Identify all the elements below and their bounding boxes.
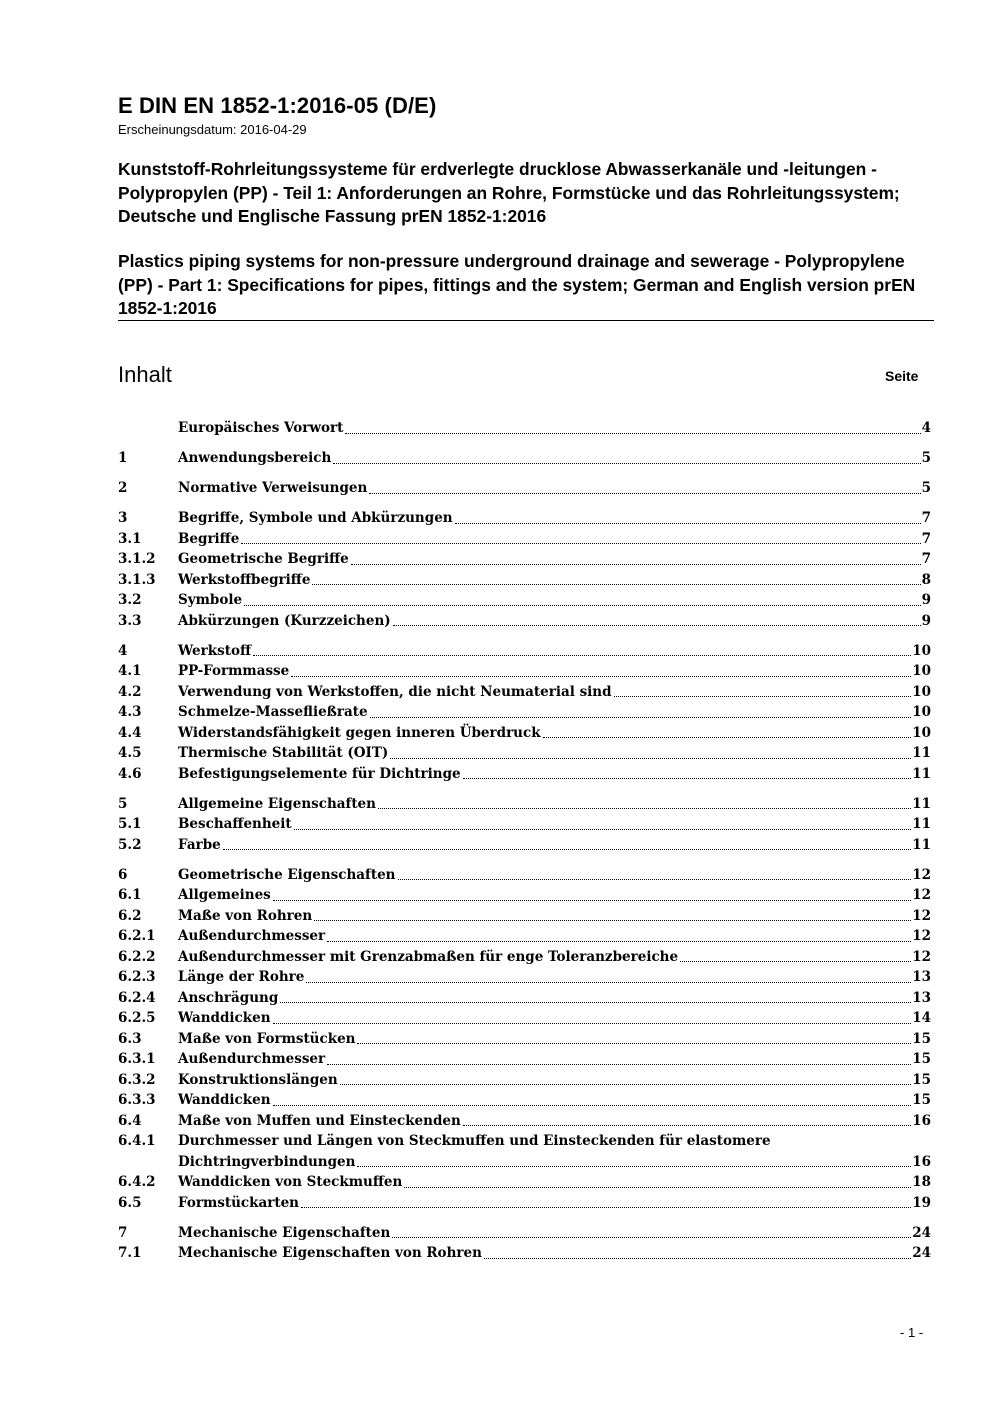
toc-entry-title: Thermische Stabilität (OIT) [178,745,389,761]
toc-entry-title: Abkürzungen (Kurzzeichen) [178,612,391,629]
toc-entry-page: 14 [912,1010,931,1026]
toc-entry-page: 10 [912,704,931,720]
toc-entry-page: 4 [921,420,931,436]
toc-entry-number: 3.2 [118,592,142,608]
toc-dot-leader [393,625,921,626]
toc-entry-page: 18 [912,1174,931,1190]
toc-entry[interactable] [118,549,931,570]
toc-entry-title: Beschaffenheit [178,816,292,832]
toc-entry[interactable] [118,947,931,968]
toc-entry-title: Symbole [178,592,243,608]
toc-entry-number: 4.1 [118,663,142,679]
toc-entry-number: 6 [118,866,128,883]
toc-page-column-label: Seite [885,368,919,384]
toc-entry-page: 11 [912,745,931,761]
toc-dot-leader [614,696,912,697]
toc-entry-number: 1 [118,450,128,466]
toc-entry-title: PP-Formmasse [178,663,290,679]
toc-dot-leader [223,849,911,850]
toc-dot-leader [369,493,920,494]
toc-dot-leader [314,920,911,921]
table-of-contents [118,418,931,1264]
toc-entry[interactable] [118,794,931,815]
toc-dot-leader [455,523,921,524]
title-german: Kunststoff-Rohrleitungssysteme für erdverlegte drucklose Abwasserkanäle und -leitungen - Polypropylen (PP) - Teil 1: Anforderungen an Rohre, Formstücke und das Rohrleitungssystem; Deutsche und Englische Fassung prEN 1852-1:2016 [118,159,900,226]
toc-entry-page: 12 [912,928,931,944]
toc-entry[interactable] [118,906,931,927]
toc-entry-page: 7 [921,551,931,567]
toc-entry-title: Werkstoffbegriffe [178,571,311,588]
toc-entry-page: 24 [912,1224,931,1241]
toc-entry-title: Länge der Rohre [178,969,305,985]
toc-entry[interactable] [118,1172,931,1193]
toc-dot-leader [463,1125,911,1126]
toc-entry-page: 19 [912,1194,931,1211]
toc-entry-page: 12 [912,948,931,965]
toc-dot-leader [340,1084,912,1085]
toc-heading: Inhalt [118,362,172,387]
toc-entry-number: 4.6 [118,765,142,782]
toc-entry-page: 10 [912,642,931,659]
toc-dot-leader [294,829,912,830]
toc-entry-title: Maße von Rohren [178,907,313,924]
toc-entry-page: 11 [912,816,931,832]
toc-entry[interactable] [118,661,931,682]
toc-entry[interactable] [118,743,931,764]
toc-dot-leader [398,879,912,880]
toc-entry[interactable] [118,641,931,662]
toc-entry-number: 3.1.3 [118,571,156,588]
toc-entry[interactable] [118,926,931,947]
toc-entry-title: Anschrägung [178,989,279,1006]
toc-entry-number: 6.2.4 [118,989,156,1006]
toc-entry-title: Anwendungsbereich [178,450,332,466]
toc-entry-number: 6.3 [118,1030,142,1047]
toc-entry-page: 24 [912,1245,931,1261]
toc-dot-leader [345,433,920,434]
toc-entry-number: 3.1 [118,530,142,547]
toc-entry-title: Mechanische Eigenschaften [178,1224,391,1241]
toc-entry-page: 10 [912,724,931,741]
toc-entry[interactable] [118,1008,931,1029]
toc-entry-number: 6.2 [118,907,142,924]
toc-entry[interactable] [118,1193,931,1214]
toc-entry-title: Konstruktionslängen [178,1071,338,1088]
toc-entry-title: Mechanische Eigenschaften von Rohren [178,1245,482,1261]
toc-entry-page: 13 [912,989,931,1006]
toc-entry-number: 6.3.2 [118,1071,156,1088]
toc-dot-leader [306,982,911,983]
publication-date: Erscheinungsdatum: 2016-04-29 [118,122,307,137]
toc-dot-leader [280,1002,911,1003]
toc-entry-page: 16 [912,1112,931,1129]
toc-entry-page: 12 [912,866,931,883]
toc-entry-title-continuation: Dichtringverbindungen [178,1153,356,1170]
toc-entry-number: 4.2 [118,683,142,700]
toc-entry-number: 2 [118,480,128,496]
toc-dot-leader [244,605,921,606]
toc-entry[interactable] [118,764,931,785]
toc-entry-number: 5.2 [118,836,142,853]
toc-entry[interactable] [118,1029,931,1050]
toc-entry-number: 6.4.1 [118,1133,156,1149]
toc-entry-number: 3.3 [118,612,142,629]
toc-entry-page: 9 [921,612,931,629]
toc-entry-title: Befestigungselemente für Dichtringe [178,765,461,782]
toc-entry-title: Außendurchmesser [178,928,326,944]
toc-entry-page: 16 [912,1153,931,1170]
toc-entry-title: Wanddicken von Steckmuffen [178,1174,403,1190]
toc-entry-title: Allgemeine Eigenschaften [178,795,376,812]
toc-entry-title: Formstückarten [178,1194,299,1211]
toc-entry-title: Schmelze-Massefließrate [178,704,368,720]
toc-entry[interactable] [118,529,931,550]
toc-entry[interactable] [118,835,931,856]
toc-entry[interactable] [118,611,931,632]
toc-dot-leader [273,1023,912,1024]
toc-entry[interactable] [118,1243,931,1264]
toc-entry[interactable] [118,1223,931,1244]
toc-dot-leader [404,1187,911,1188]
toc-entry-title: Begriffe, Symbole und Abkürzungen [178,510,453,526]
toc-entry-page: 5 [921,480,931,496]
toc-entry-page: 11 [912,836,931,853]
toc-entry[interactable] [118,448,931,469]
toc-dot-leader [357,1043,911,1044]
title-english: Plastics piping systems for non-pressure underground drainage and sewerage - Polypropylene (PP) - Part 1: Specifications for pipes, fittings and the system; German and English version prEN 1852-1:2016 [118,251,916,318]
toc-entry-title: Maße von Formstücken [178,1030,356,1047]
toc-entry[interactable] [118,702,931,723]
toc-entry-number: 6.2.1 [118,928,156,944]
toc-entry-number: 7 [118,1224,128,1241]
toc-entry-number: 3 [118,510,128,526]
toc-entry[interactable] [118,570,931,591]
toc-entry-number: 5.1 [118,816,142,832]
toc-entry[interactable] [118,1070,931,1091]
toc-entry-title: Widerstandsfähigkeit gegen inneren Überdruck [178,724,541,741]
toc-dot-leader [357,1166,911,1167]
toc-entry-title: Verwendung von Werkstoffen, die nicht Neumaterial sind [178,683,612,700]
toc-entry-title: Außendurchmesser [178,1051,326,1067]
toc-entry-title: Durchmesser und Längen von Steckmuffen und Einsteckenden für elastomere [178,1133,771,1149]
toc-dot-leader [370,717,912,718]
toc-entry[interactable] [118,814,931,835]
toc-entry[interactable] [118,865,931,886]
toc-entry-title: Allgemeines [178,887,271,903]
toc-entry-title: Geometrische Begriffe [178,551,349,567]
toc-dot-leader [390,758,911,759]
toc-entry-title: Normative Verweisungen [178,480,368,496]
toc-entry-number: 6.1 [118,887,142,903]
toc-entry[interactable] [118,682,931,703]
toc-entry-title: Werkstoff [178,642,252,659]
toc-entry-number: 4.4 [118,724,142,741]
toc-dot-leader [241,543,920,544]
toc-dot-leader [312,584,920,585]
toc-entry-title: Wanddicken [178,1010,271,1026]
toc-entry[interactable] [118,967,931,988]
toc-entry-page: 5 [921,450,931,466]
toc-entry-number: 6.2.5 [118,1010,156,1026]
toc-entry-title: Begriffe [178,530,240,547]
toc-entry-title: Wanddicken [178,1092,271,1108]
toc-entry-page: 15 [912,1092,931,1108]
toc-entry-number: 3.1.2 [118,551,156,567]
toc-entry-number: 4.5 [118,745,142,761]
toc-entry-number: 7.1 [118,1245,142,1261]
toc-entry[interactable] [118,590,931,611]
toc-entry-number: 6.5 [118,1194,142,1211]
toc-entry-page: 9 [921,592,931,608]
page-number: - 1 - [900,1325,924,1340]
toc-dot-leader [463,778,912,779]
toc-entry-number: 6.2.3 [118,969,156,985]
toc-entry-number: 6.3.1 [118,1051,156,1067]
toc-entry-page: 15 [912,1030,931,1047]
toc-entry[interactable] [118,1111,931,1132]
toc-entry[interactable] [118,508,931,529]
toc-entry-page: 10 [912,683,931,700]
toc-entry-number: 6.2.2 [118,948,156,965]
toc-entry-page: 7 [921,510,931,526]
toc-entry-page: 15 [912,1071,931,1088]
toc-entry-number: 6.3.3 [118,1092,156,1108]
toc-entry-page: 11 [912,765,931,782]
toc-dot-leader [351,564,921,565]
toc-dot-leader [327,1064,911,1065]
toc-dot-leader [253,655,911,656]
toc-entry[interactable] [118,478,931,499]
toc-entry-number: 4.3 [118,704,142,720]
toc-entry-title: Geometrische Eigenschaften [178,866,396,883]
toc-entry-title: Maße von Muffen und Einsteckenden [178,1112,461,1129]
toc-entry-number: 5 [118,795,128,812]
toc-entry[interactable] [118,1131,931,1172]
toc-dot-leader [291,676,911,677]
toc-entry-title: Europäisches Vorwort [178,420,344,436]
toc-entry-number: 6.4 [118,1112,142,1129]
toc-entry-page: 10 [912,663,931,679]
toc-entry-page: 11 [912,795,931,812]
toc-entry-page: 12 [912,907,931,924]
document-id: E DIN EN 1852-1:2016-05 (D/E) [118,93,437,118]
toc-dot-leader [392,1237,911,1238]
toc-entry-page: 15 [912,1051,931,1067]
toc-entry[interactable] [118,418,931,439]
toc-entry-number: 6.4.2 [118,1174,156,1190]
toc-entry[interactable] [118,1090,931,1111]
toc-entry[interactable] [118,1049,931,1070]
toc-dot-leader [301,1207,911,1208]
toc-dot-leader [484,1258,911,1259]
toc-dot-leader [273,1105,912,1106]
toc-entry-title: Außendurchmesser mit Grenzabmaßen für enge Toleranzbereiche [178,948,679,965]
toc-entry-title: Farbe [178,836,221,853]
toc-entry-number: 4 [118,642,128,659]
toc-dot-leader [680,961,911,962]
toc-dot-leader [378,808,911,809]
toc-entry[interactable] [118,885,931,906]
toc-dot-leader [327,941,911,942]
header-divider [118,320,934,321]
toc-dot-leader [543,737,912,738]
toc-entry-page: 13 [912,969,931,985]
toc-entry[interactable] [118,988,931,1009]
toc-dot-leader [333,463,920,464]
toc-entry-page: 12 [912,887,931,903]
toc-entry[interactable] [118,723,931,744]
toc-entry-page: 8 [921,571,931,588]
toc-dot-leader [273,900,911,901]
toc-entry-page: 7 [921,530,931,547]
